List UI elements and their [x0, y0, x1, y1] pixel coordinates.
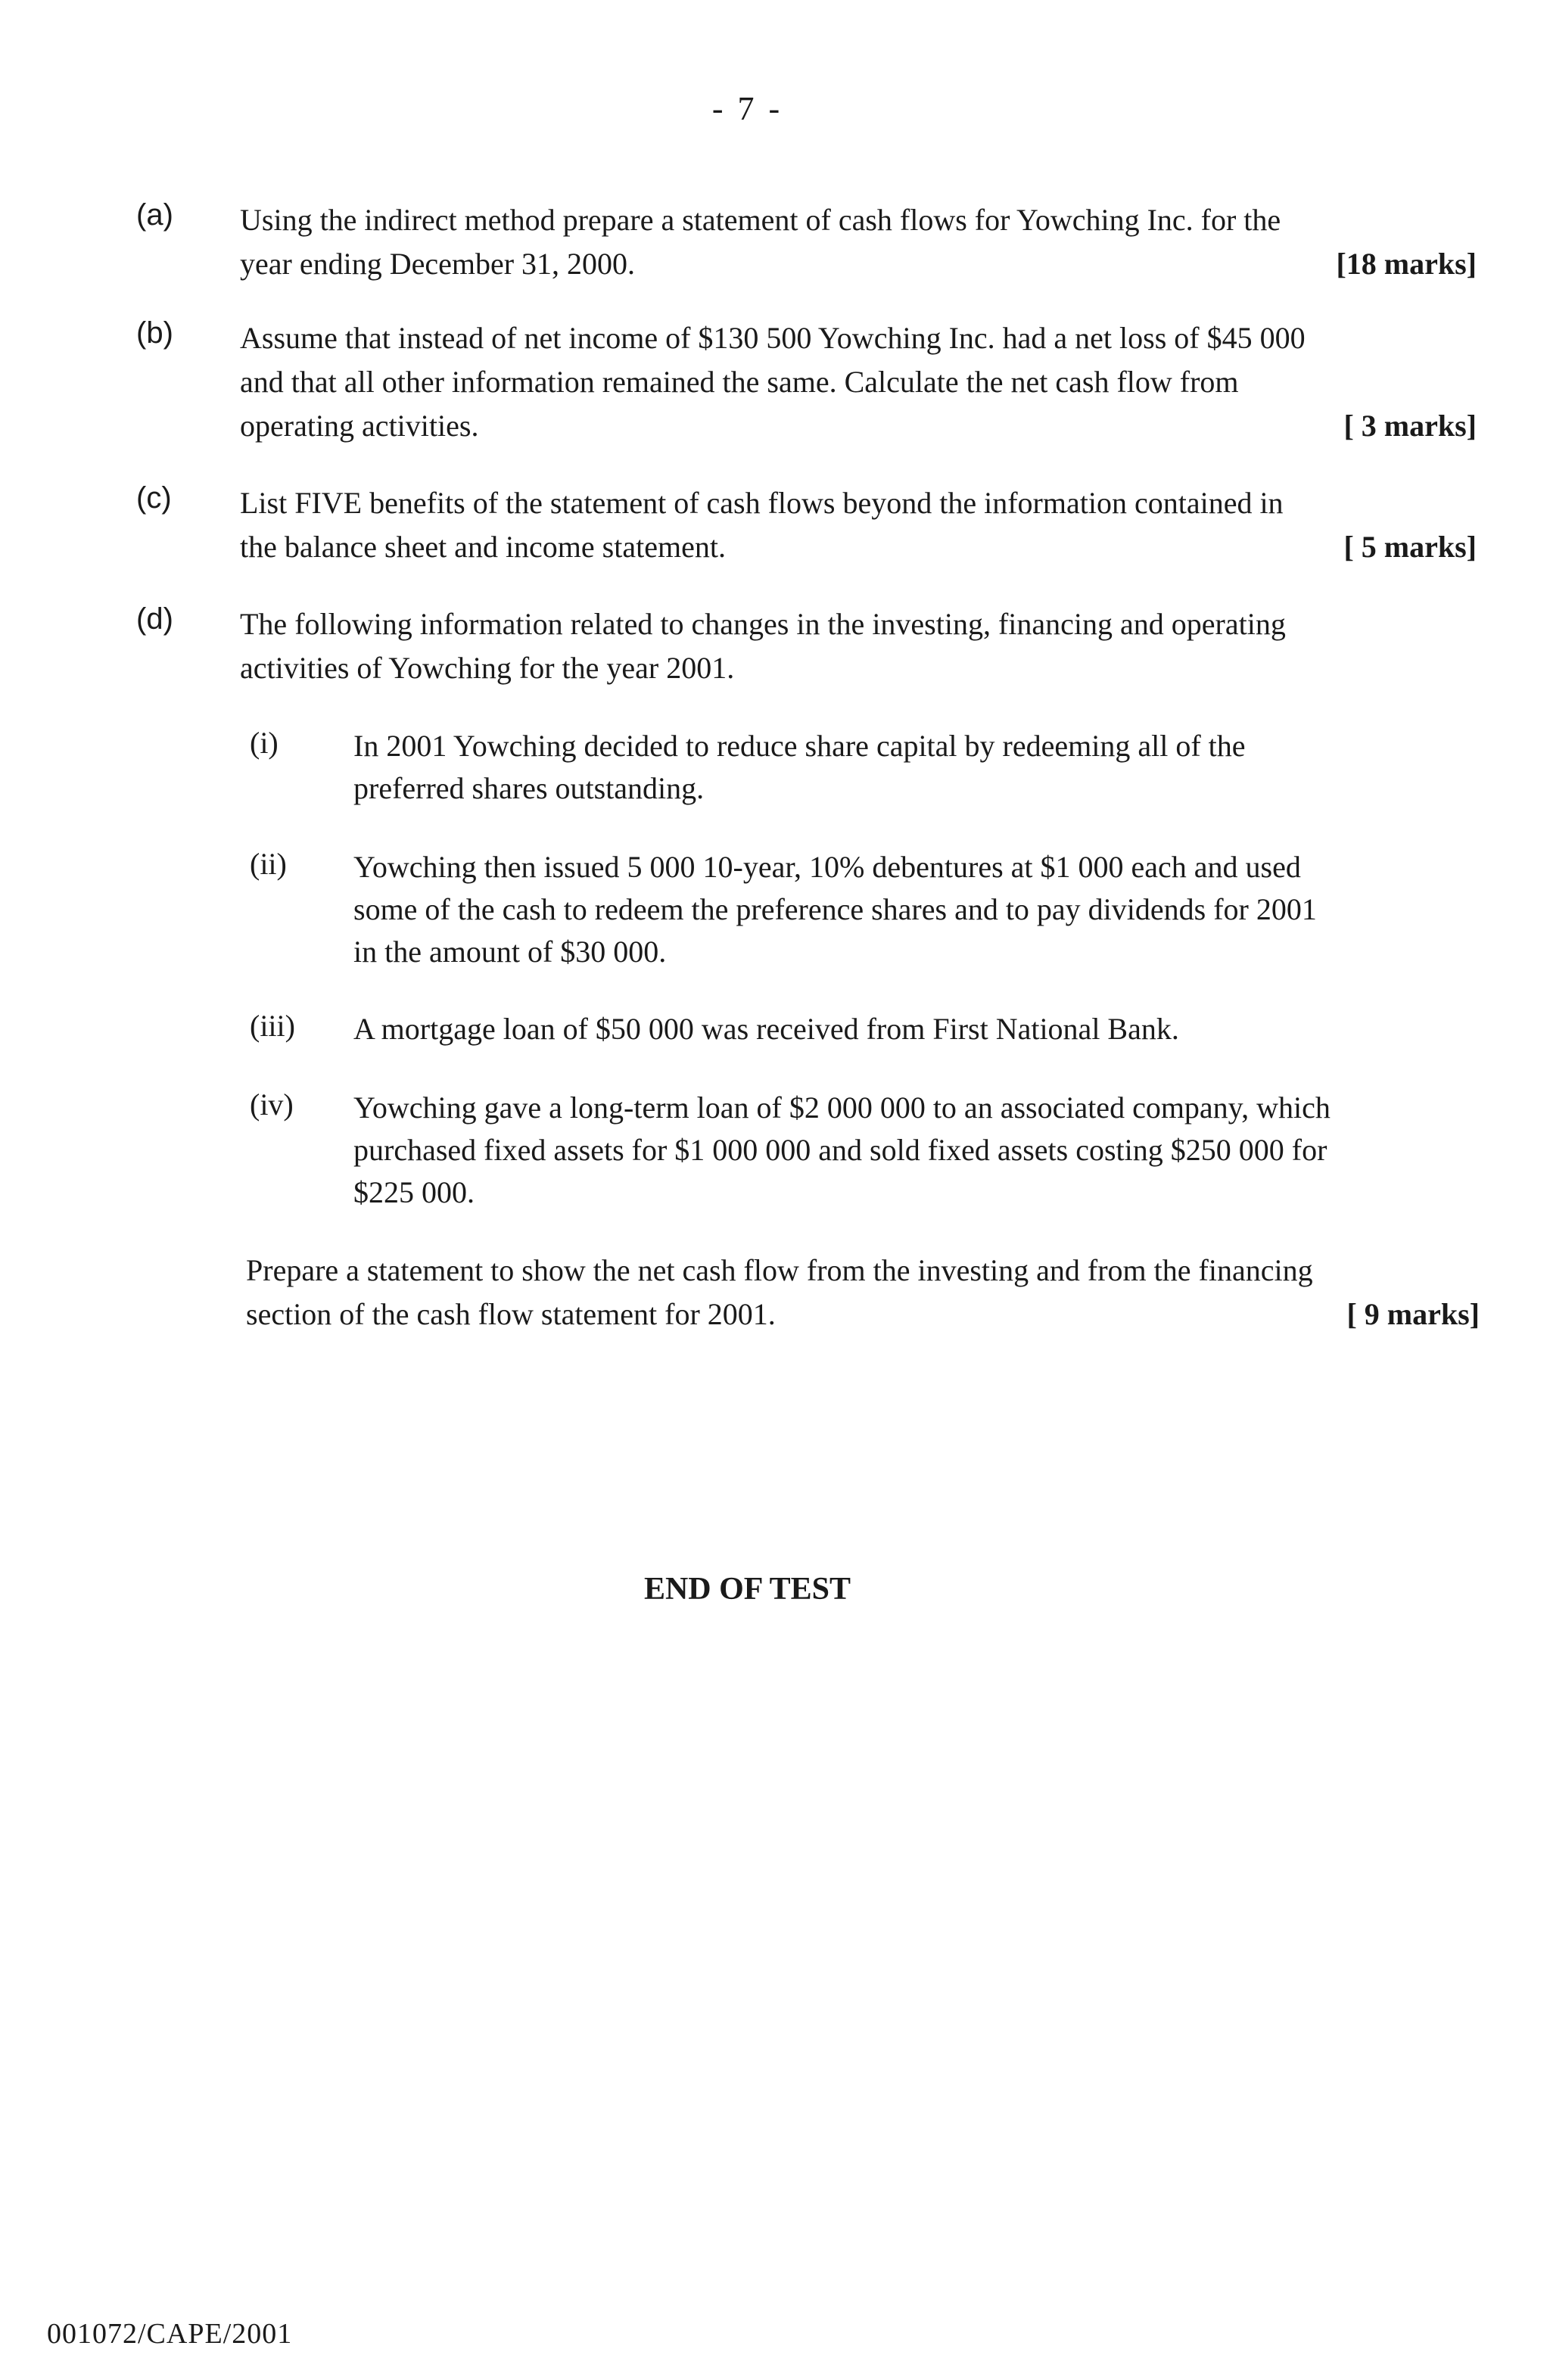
question-line-with-marks: [240, 242, 1477, 286]
sub-item-line: in the amount of $30 000.: [353, 935, 667, 969]
sub-item-line: A mortgage loan of $50 000 was received from First National Bank.: [353, 1012, 1179, 1046]
question-line-with-marks: [240, 404, 1477, 448]
sub-item-line: Yowching then issued 5 000 10-year, 10% debentures at $1 000 each and used: [353, 850, 1301, 884]
question-label: (c): [136, 481, 172, 515]
question-label: (b): [136, 316, 173, 350]
prepare-line: Prepare a statement to show the net cash flow from the investing and from the financing: [246, 1253, 1313, 1287]
marks-badge: [ 3 marks]: [1343, 409, 1477, 443]
question-line: the balance sheet and income statement.: [240, 530, 726, 564]
sub-item-label: (ii): [250, 847, 287, 881]
question-line: List FIVE benefits of the statement of cash flows beyond the information contained in: [240, 486, 1284, 520]
question-text: [240, 198, 1477, 286]
sub-item-text: [353, 846, 1478, 973]
end-of-test: END OF TEST: [643, 1572, 851, 1607]
sub-item-label: (i): [250, 726, 279, 760]
sub-item-line: Yowching gave a long-term loan of $2 000 000 to an associated company, which: [353, 1090, 1331, 1125]
footer-code: 001072/CAPE/2001: [47, 2318, 293, 2350]
question-text: [240, 481, 1477, 569]
question-line: Assume that instead of net income of $130 500 Yowching Inc. had a net loss of $45 000: [240, 321, 1306, 355]
sub-item-label: (iv): [250, 1087, 294, 1122]
sub-item-label: (iii): [250, 1009, 295, 1043]
sub-item-line: preferred shares outstanding.: [353, 771, 705, 805]
marks-badge: [ 9 marks]: [1346, 1297, 1480, 1331]
prepare-instruction: [246, 1249, 1480, 1336]
question-line: Using the indirect method prepare a statement of cash flows for Yowching Inc. for the: [240, 203, 1281, 237]
sub-item-text: [353, 725, 1478, 810]
sub-item-text: [353, 1087, 1478, 1214]
sub-item-text: [353, 1008, 1478, 1050]
prepare-line: section of the cash flow statement for 2001.: [246, 1297, 776, 1331]
sub-item-line: $225 000.: [353, 1175, 475, 1209]
sub-item-line: some of the cash to redeem the preference shares and to pay dividends for 2001: [353, 892, 1317, 926]
sub-item-line: purchased fixed assets for $1 000 000 and sold fixed assets costing $250 000 for: [353, 1133, 1327, 1167]
page-number: - 7 -: [711, 90, 783, 127]
marks-badge: [ 5 marks]: [1343, 530, 1477, 564]
question-line-with-marks: [240, 525, 1477, 569]
question-line: The following information related to changes in the investing, financing and operating: [240, 607, 1286, 641]
marks-badge: [18 marks]: [1336, 247, 1477, 281]
question-line: and that all other information remained the same. Calculate the net cash flow from: [240, 365, 1239, 399]
question-text: [240, 602, 1477, 690]
question-line: year ending December 31, 2000.: [240, 247, 636, 281]
question-line: activities of Yowching for the year 2001.: [240, 651, 735, 685]
question-label: (a): [136, 198, 173, 232]
question-label: (d): [136, 602, 173, 636]
question-line: operating activities.: [240, 409, 479, 443]
prepare-line-with-marks: [246, 1293, 1480, 1336]
question-text: [240, 316, 1477, 448]
sub-item-line: In 2001 Yowching decided to reduce share capital by redeeming all of the: [353, 729, 1246, 763]
